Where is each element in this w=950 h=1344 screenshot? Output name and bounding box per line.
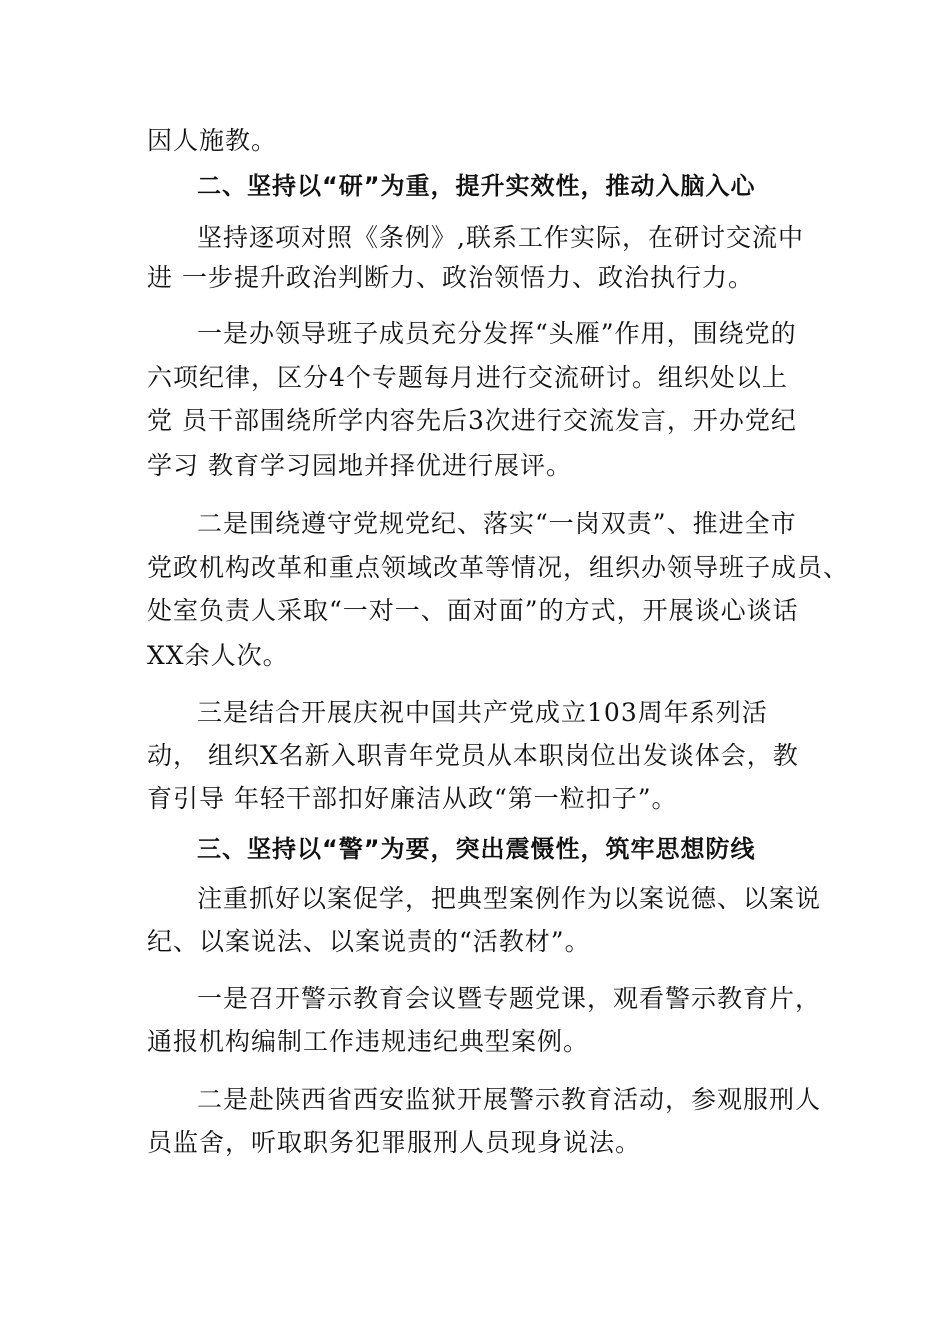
text-line: 进 一步提升政治判断力、政治领悟力、政治执行力。 (147, 263, 754, 292)
text-line: 育引导 年轻干部扣好廉洁从政“第一粒扣子”。 (147, 784, 678, 813)
text-line: 二是围绕遵守党规党纪、落实“一岗双责”、推进全市 (197, 509, 797, 538)
text-line: 二是赴陕西省西安监狱开展警示教育活动，参观服刑人 (197, 1085, 822, 1114)
text-line: 学习 教育学习园地并择优进行展评。 (147, 451, 572, 480)
text-line: XX余人次。 (147, 641, 289, 670)
section-heading-3: 三、坚持以“警”为要，突出震慑性，筑牢思想防线 (197, 835, 756, 863)
text-line: 通报机构编制工作违规违纪典型案例。 (147, 1027, 590, 1056)
text-line: 六项纪律，区分4个专题每月进行交流研讨。组织处以上 (147, 363, 788, 392)
text-line: 纪、以案说法、以案说责的“活教材”。 (147, 927, 591, 956)
text-line: 党 员干部围绕所学内容先后3次进行交流发言，开办党纪 (147, 406, 797, 435)
text-line: 处室负责人采取“一对一、面对面”的方式，开展谈心谈话 (147, 596, 799, 625)
section-heading-2: 二、坚持以“研”为重，提升实效性，推动入脑入心 (197, 172, 756, 200)
text-line: 坚持逐项对照《条例》,联系工作实际，在研讨交流中 (197, 223, 804, 252)
text-line: 员监舍，听取职务犯罪服刑人员现身说法。 (147, 1128, 642, 1157)
text-line: 动， 组织X名新入职青年党员从本职岗位出发谈体会，教 (147, 741, 799, 770)
text-line: 一是办领导班子成员充分发挥“头雁”作用，围绕党的 (197, 319, 797, 348)
text-line: 注重抓好以案促学，把典型案例作为以案说德、以案说 (197, 884, 822, 913)
text-line: 一是召开警示教育会议暨专题党课，观看警示教育片， (197, 984, 822, 1013)
text-line: 三是结合开展庆祝中国共产党成立103周年系列活 (197, 698, 768, 727)
text-line: 因人施教。 (147, 126, 278, 155)
text-line: 党政机构改革和重点领域改革等情况，组织办领导班子成员、 (147, 553, 850, 582)
